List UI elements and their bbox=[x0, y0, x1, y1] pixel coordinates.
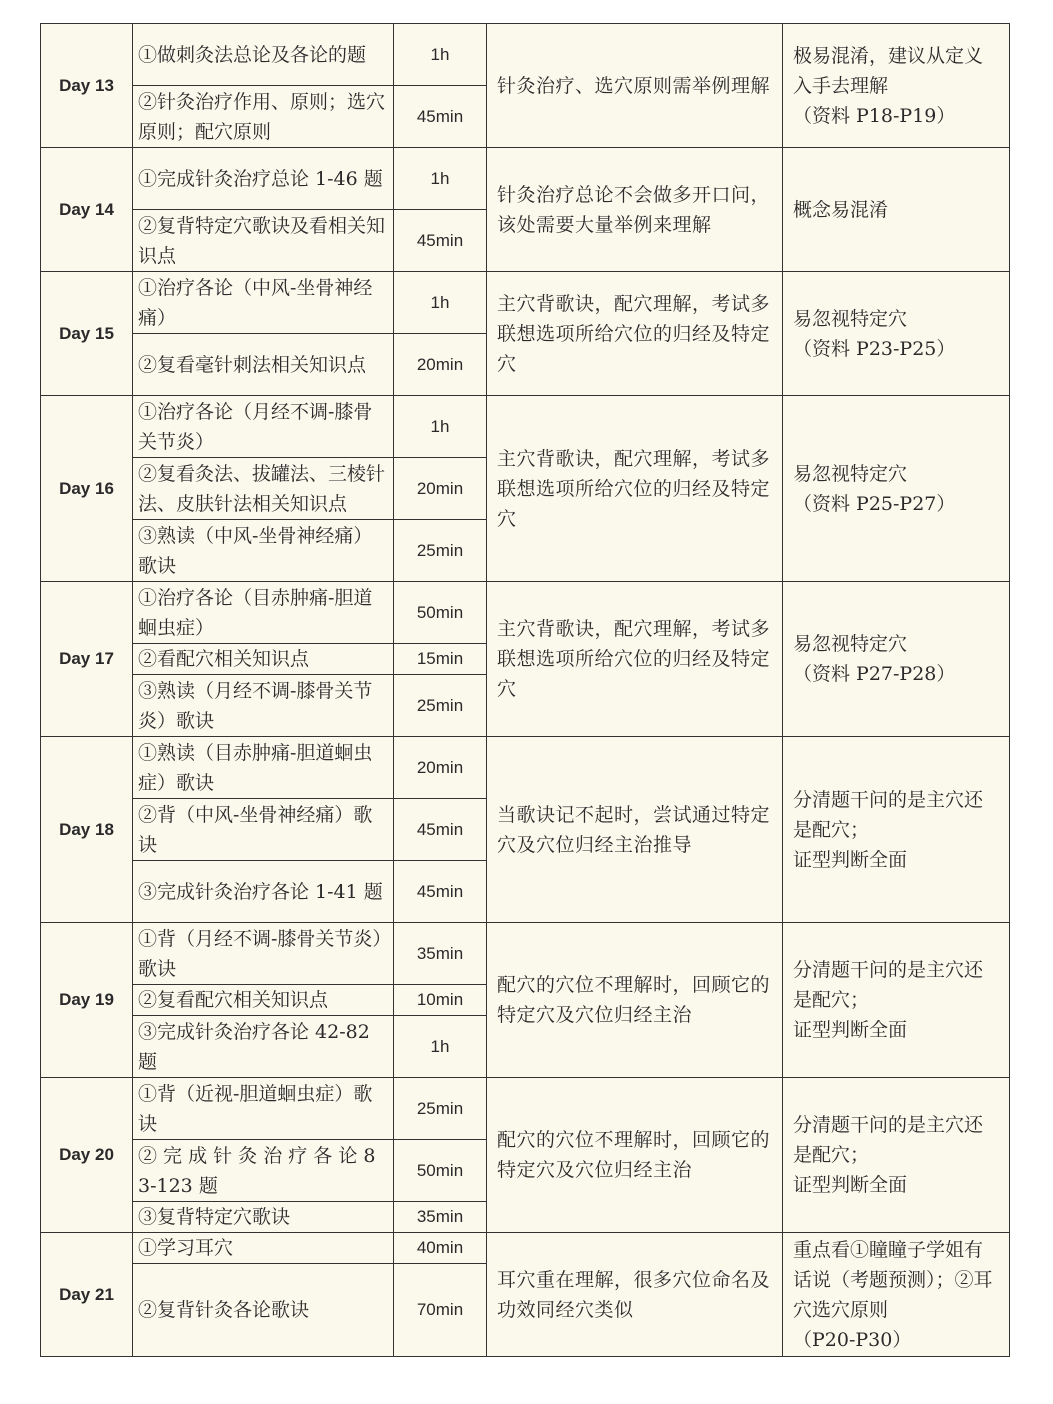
table-row bbox=[41, 24, 1010, 86]
note-line: 易忽视特定穴 bbox=[793, 307, 908, 330]
study-tip: 主穴背歌诀，配穴理解，考试多联想选项所给穴位的归经及特定穴 bbox=[487, 582, 783, 737]
task-duration: 45min bbox=[394, 861, 487, 923]
study-tip: 当歌诀记不起时，尝试通过特定穴及穴位归经主治推导 bbox=[487, 737, 783, 923]
note-line: 分清题干问的是主穴还是配穴； bbox=[793, 959, 984, 1011]
task-duration: 25min bbox=[394, 520, 487, 582]
task-text: ②背（中风-坐骨神经痛）歌诀 bbox=[133, 799, 394, 861]
task-text: ①治疗各论（目赤肿痛-胆道蛔虫症） bbox=[133, 582, 394, 644]
day-label: Day 20 bbox=[41, 1078, 133, 1233]
day-label: Day 13 bbox=[41, 24, 133, 148]
task-text: ②复背特定穴歌诀及看相关知识点 bbox=[133, 210, 394, 272]
study-note bbox=[783, 1233, 1010, 1357]
note-line: 证型判断全面 bbox=[793, 848, 908, 871]
table-row bbox=[41, 1078, 1010, 1140]
table-row bbox=[41, 396, 1010, 458]
study-note bbox=[783, 1078, 1010, 1233]
study-note bbox=[783, 272, 1010, 396]
note-line: （资料 P18-P19） bbox=[793, 104, 956, 127]
table-row bbox=[41, 923, 1010, 985]
note-line: （资料 P25-P27） bbox=[793, 492, 956, 515]
task-duration: 1h bbox=[394, 272, 487, 334]
task-text: ②看配穴相关知识点 bbox=[133, 644, 394, 675]
task-text: ①治疗各论（月经不调-膝骨关节炎） bbox=[133, 396, 394, 458]
task-text: ②复背针灸各论歌诀 bbox=[133, 1264, 394, 1357]
note-line: （P20-P30） bbox=[793, 1328, 912, 1351]
task-duration: 20min bbox=[394, 737, 487, 799]
table-row bbox=[41, 737, 1010, 799]
study-note bbox=[783, 923, 1010, 1078]
note-line: 证型判断全面 bbox=[793, 1174, 908, 1196]
task-duration: 35min bbox=[394, 923, 487, 985]
task-duration: 20min bbox=[394, 458, 487, 520]
table-row bbox=[41, 582, 1010, 644]
task-duration: 1h bbox=[394, 148, 487, 210]
task-duration: 70min bbox=[394, 1264, 487, 1357]
task-text: ③完成针灸治疗各论 42-82 题 bbox=[133, 1016, 394, 1078]
task-text: ③熟读（月经不调-膝骨关节炎）歌诀 bbox=[133, 675, 394, 737]
table-row bbox=[41, 1233, 1010, 1264]
task-duration: 1h bbox=[394, 1016, 487, 1078]
task-duration: 20min bbox=[394, 334, 487, 396]
day-label: Day 21 bbox=[41, 1233, 133, 1357]
study-note bbox=[783, 737, 1010, 923]
table-row bbox=[41, 148, 1010, 210]
task-duration: 45min bbox=[394, 210, 487, 272]
task-text: ③熟读（中风-坐骨神经痛）歌诀 bbox=[133, 520, 394, 582]
task-text: ①做刺灸法总论及各论的题 bbox=[133, 24, 394, 86]
task-text: ②复看配穴相关知识点 bbox=[133, 985, 394, 1016]
task-duration: 50min bbox=[394, 1140, 487, 1202]
note-line: 分清题干问的是主穴还是配穴； bbox=[793, 788, 984, 841]
study-tip: 配穴的穴位不理解时，回顾它的特定穴及穴位归经主治 bbox=[487, 1078, 783, 1233]
day-label: Day 16 bbox=[41, 396, 133, 582]
task-text: ①完成针灸治疗总论 1-46 题 bbox=[133, 148, 394, 210]
study-note bbox=[783, 396, 1010, 582]
study-plan-table bbox=[40, 23, 1010, 1357]
task-text: ③完成针灸治疗各论 1-41 题 bbox=[133, 861, 394, 923]
task-duration: 1h bbox=[394, 24, 487, 86]
study-note bbox=[783, 582, 1010, 737]
study-tip: 配穴的穴位不理解时，回顾它的特定穴及穴位归经主治 bbox=[487, 923, 783, 1078]
task-text: ②复看灸法、拔罐法、三棱针法、皮肤针法相关知识点 bbox=[133, 458, 394, 520]
day-label: Day 15 bbox=[41, 272, 133, 396]
task-text: ③复背特定穴歌诀 bbox=[133, 1202, 394, 1233]
day-label: Day 14 bbox=[41, 148, 133, 272]
day-label: Day 17 bbox=[41, 582, 133, 737]
note-line: 证型判断全面 bbox=[793, 1019, 908, 1041]
task-duration: 50min bbox=[394, 582, 487, 644]
task-duration: 45min bbox=[394, 799, 487, 861]
study-tip: 针灸治疗、选穴原则需举例理解 bbox=[487, 24, 783, 148]
task-text: ①背（近视-胆道蛔虫症）歌诀 bbox=[133, 1078, 394, 1140]
task-duration: 25min bbox=[394, 1078, 487, 1140]
study-note bbox=[783, 148, 1010, 272]
task-text: ② 完 成 针 灸 治 疗 各 论 83-123 题 bbox=[133, 1140, 394, 1202]
note-line: 极易混淆，建议从定义入手去理解 bbox=[793, 44, 984, 97]
note-line: （资料 P23-P25） bbox=[793, 337, 956, 360]
task-text: ①治疗各论（中风-坐骨神经痛） bbox=[133, 272, 394, 334]
note-line: 重点看①瞳瞳子学姐有话说（考题预测）；②耳穴选穴原则 bbox=[793, 1238, 993, 1321]
task-text: ①熟读（目赤肿痛-胆道蛔虫症）歌诀 bbox=[133, 737, 394, 799]
study-tip: 针灸治疗总论不会做多开口问，该处需要大量举例来理解 bbox=[487, 148, 783, 272]
study-tip: 主穴背歌诀，配穴理解，考试多联想选项所给穴位的归经及特定穴 bbox=[487, 396, 783, 582]
task-text: ①背（月经不调-膝骨关节炎）歌诀 bbox=[133, 923, 394, 985]
study-tip: 耳穴重在理解，很多穴位命名及功效同经穴类似 bbox=[487, 1233, 783, 1357]
task-duration: 40min bbox=[394, 1233, 487, 1264]
task-text: ②复看毫针刺法相关知识点 bbox=[133, 334, 394, 396]
study-plan-body bbox=[41, 24, 1010, 1357]
task-duration: 45min bbox=[394, 86, 487, 148]
note-line: 概念易混淆 bbox=[793, 198, 889, 221]
task-text: ②针灸治疗作用、原则；选穴原则；配穴原则 bbox=[133, 86, 394, 148]
study-tip: 主穴背歌诀，配穴理解，考试多联想选项所给穴位的归经及特定穴 bbox=[487, 272, 783, 396]
task-duration: 35min bbox=[394, 1202, 487, 1233]
task-text: ①学习耳穴 bbox=[133, 1233, 394, 1264]
note-line: 分清题干问的是主穴还是配穴； bbox=[793, 1114, 984, 1166]
task-duration: 10min bbox=[394, 985, 487, 1016]
study-note bbox=[783, 24, 1010, 148]
task-duration: 1h bbox=[394, 396, 487, 458]
day-label: Day 19 bbox=[41, 923, 133, 1078]
task-duration: 25min bbox=[394, 675, 487, 737]
note-line: （资料 P27-P28） bbox=[793, 663, 956, 685]
note-line: 易忽视特定穴 bbox=[793, 462, 908, 485]
table-row bbox=[41, 272, 1010, 334]
day-label: Day 18 bbox=[41, 737, 133, 923]
task-duration: 15min bbox=[394, 644, 487, 675]
note-line: 易忽视特定穴 bbox=[793, 633, 908, 655]
